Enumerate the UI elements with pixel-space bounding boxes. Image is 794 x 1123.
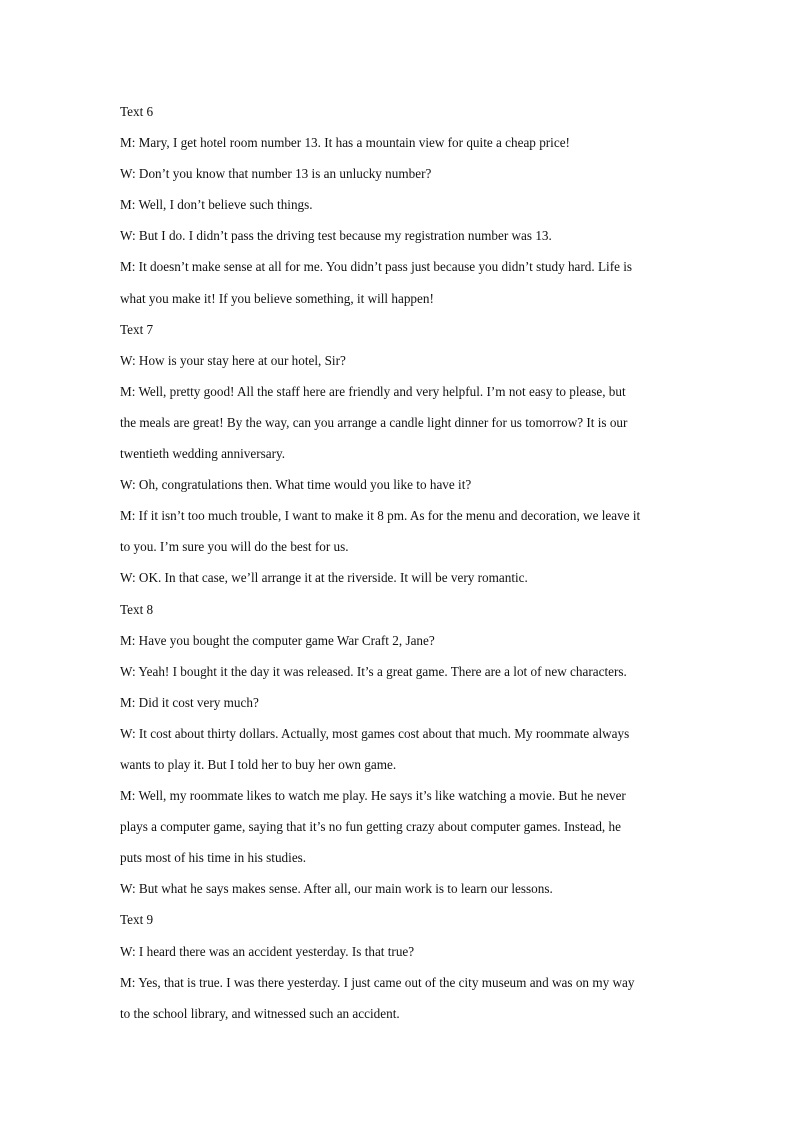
- dialogue-line: M: Have you bought the computer game War Craft 2, Jane?: [120, 632, 435, 648]
- dialogue-line: W: Don’t you know that number 13 is an unlucky number?: [120, 166, 432, 182]
- dialogue-line-continuation: to the school library, and witnessed such an accident.: [120, 1005, 400, 1021]
- section-heading-text-7: Text 7: [120, 321, 154, 337]
- section-heading-text-8: Text 8: [120, 601, 154, 617]
- dialogue-line: M: It doesn’t make sense at all for me. You didn’t pass just because you didn’t study hard. Life is: [120, 259, 633, 275]
- dialogue-line: W: OK. In that case, we’ll arrange it at the riverside. It will be very romantic.: [120, 570, 528, 586]
- dialogue-line-continuation: twentieth wedding anniversary.: [120, 446, 286, 462]
- dialogue-line: W: I heard there was an accident yesterday. Is that true?: [120, 943, 415, 959]
- dialogue-line-continuation: to you. I’m sure you will do the best for us.: [120, 539, 349, 555]
- dialogue-line: M: Mary, I get hotel room number 13. It has a mountain view for quite a cheap price!: [120, 135, 570, 151]
- dialogue-line: W: Oh, congratulations then. What time would you like to have it?: [120, 477, 472, 493]
- dialogue-line-continuation: the meals are great! By the way, can you arrange a candle light dinner for us tomorrow? It is our: [120, 414, 628, 430]
- dialogue-line-continuation: what you make it! If you believe something, it will happen!: [120, 290, 434, 306]
- dialogue-line: W: Yeah! I bought it the day it was released. It’s a great game. There are a lot of new characters.: [120, 663, 627, 679]
- dialogue-line: M: Did it cost very much?: [120, 694, 259, 710]
- dialogue-line-continuation: plays a computer game, saying that it’s no fun getting crazy about computer games. Instead, he: [120, 819, 621, 835]
- section-heading-text-9: Text 9: [120, 912, 154, 928]
- section-heading-text-6: Text 6: [120, 104, 154, 119]
- dialogue-line-continuation: wants to play it. But I told her to buy her own game.: [120, 756, 397, 772]
- dialogue-line: W: It cost about thirty dollars. Actually, most games cost about that much. My roommate always: [120, 725, 630, 741]
- dialogue-line: W: But I do. I didn’t pass the driving test because my registration number was 13.: [120, 228, 552, 244]
- dialogue-line: M: Yes, that is true. I was there yesterday. I just came out of the city museum and was on my way: [120, 974, 635, 990]
- dialogue-line: M: Well, my roommate likes to watch me play. He says it’s like watching a movie. But he never: [120, 788, 626, 804]
- document-page: [120, 96, 680, 1029]
- dialogue-line-continuation: puts most of his time in his studies.: [120, 850, 307, 866]
- dialogue-line: W: But what he says makes sense. After all, our main work is to learn our lessons.: [120, 881, 553, 897]
- dialogue-line: W: How is your stay here at our hotel, Sir?: [120, 352, 346, 368]
- dialogue-line: M: Well, I don’t believe such things.: [120, 197, 313, 213]
- dialogue-line: M: Well, pretty good! All the staff here are friendly and very helpful. I’m not easy to please, but: [120, 383, 626, 399]
- dialogue-line: M: If it isn’t too much trouble, I want to make it 8 pm. As for the menu and decoration, we leave it: [120, 508, 641, 524]
